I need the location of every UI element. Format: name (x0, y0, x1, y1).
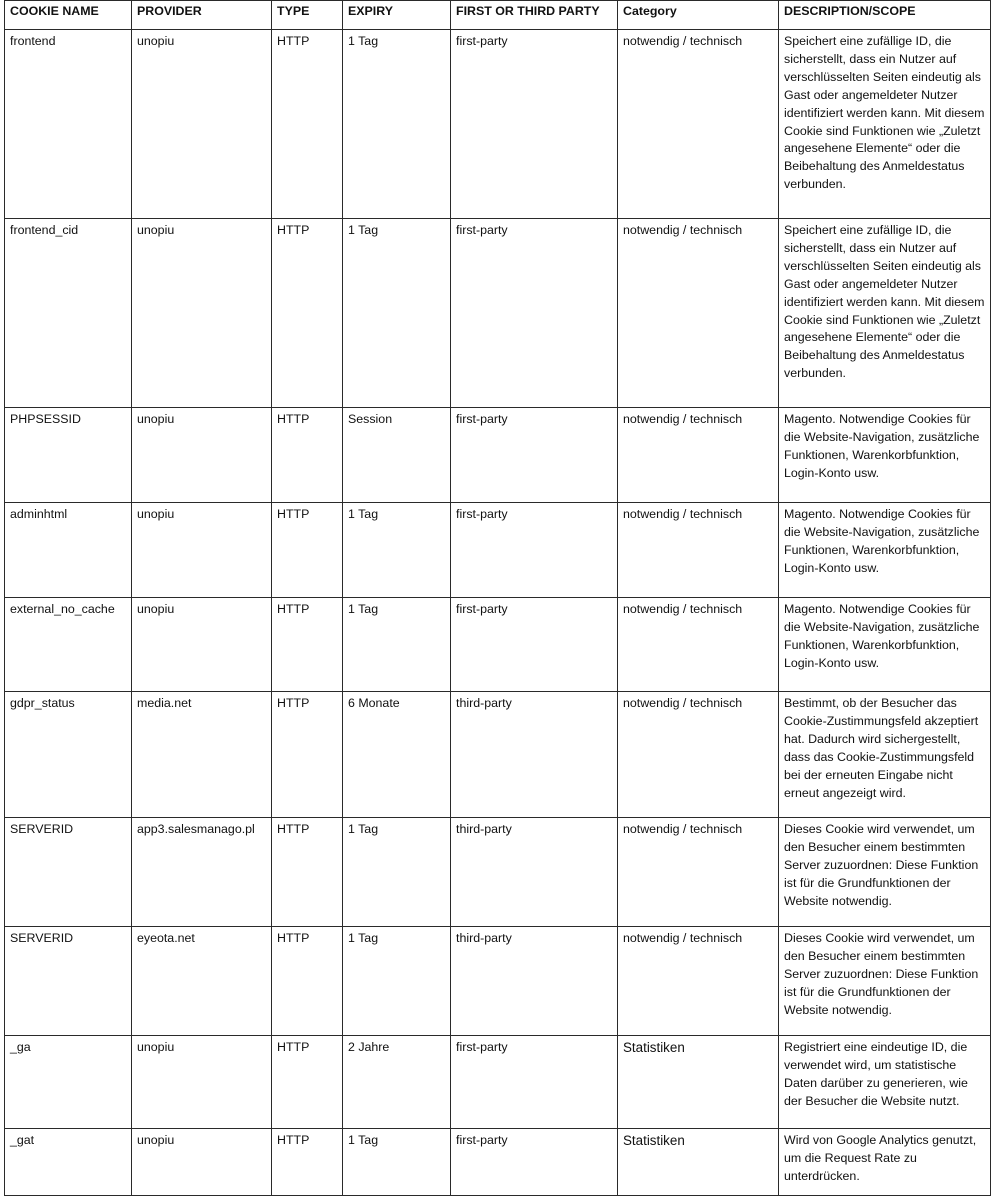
cookie-name-cell: PHPSESSID (5, 408, 132, 503)
type-cell: HTTP (272, 598, 343, 692)
provider-cell: unopiu (132, 219, 272, 408)
party-cell: third-party (451, 818, 618, 927)
category-cell: notwendig / technisch (618, 598, 779, 692)
provider-cell: eyeota.net (132, 927, 272, 1036)
description-cell: Magento. Notwendige Cookies für die Website-Navigation, zusätzliche Funktionen, Warenkorbfunktion, Login-Konto usw. (779, 598, 991, 692)
table-row (5, 503, 991, 598)
party-cell: third-party (451, 692, 618, 818)
party-cell: first-party (451, 408, 618, 503)
category-cell: Statistiken (618, 1129, 779, 1196)
party-cell: first-party (451, 598, 618, 692)
cookie-name-cell: frontend_cid (5, 219, 132, 408)
provider-cell: unopiu (132, 408, 272, 503)
table-row (5, 927, 991, 1036)
cookie-name-cell: _ga (5, 1036, 132, 1129)
party-cell: first-party (451, 219, 618, 408)
expiry-cell: 1 Tag (343, 927, 451, 1036)
expiry-cell: 1 Tag (343, 1129, 451, 1196)
category-cell: notwendig / technisch (618, 927, 779, 1036)
category-cell: Statistiken (618, 1036, 779, 1129)
description-cell: Speichert eine zufällige ID, die sicherstellt, dass ein Nutzer auf verschlüsselten Seiten eindeutig als Gast oder angemeldeter Nutzer identifiziert werden kann. Mit diesem Cookie sind Funktionen wie „Zuletzt angesehene Elemente“ oder die Beibehaltung des Anmeldestatus verbunden. (779, 30, 991, 219)
cookie-name-cell: adminhtml (5, 503, 132, 598)
provider-cell: app3.salesmanago.pl (132, 818, 272, 927)
type-cell: HTTP (272, 692, 343, 818)
table-row (5, 408, 991, 503)
description-cell: Wird von Google Analytics genutzt, um die Request Rate zu unterdrücken. (779, 1129, 991, 1196)
provider-cell: unopiu (132, 598, 272, 692)
expiry-cell: 1 Tag (343, 818, 451, 927)
party-cell: first-party (451, 1036, 618, 1129)
category-cell: notwendig / technisch (618, 408, 779, 503)
expiry-cell: 2 Jahre (343, 1036, 451, 1129)
header-description: DESCRIPTION/SCOPE (779, 1, 991, 30)
type-cell: HTTP (272, 927, 343, 1036)
header-cookie-name: COOKIE NAME (5, 1, 132, 30)
provider-cell: media.net (132, 692, 272, 818)
description-cell: Dieses Cookie wird verwendet, um den Besucher einem bestimmten Server zuzuordnen: Diese Funktion ist für die Grundfunktionen der Website notwendig. (779, 927, 991, 1036)
type-cell: HTTP (272, 30, 343, 219)
expiry-cell: 1 Tag (343, 503, 451, 598)
header-provider: PROVIDER (132, 1, 272, 30)
description-cell: Dieses Cookie wird verwendet, um den Besucher einem bestimmten Server zuzuordnen: Diese Funktion ist für die Grundfunktionen der Website notwendig. (779, 818, 991, 927)
cookie-name-cell: SERVERID (5, 927, 132, 1036)
table-row (5, 30, 991, 219)
header-party: FIRST OR THIRD PARTY (451, 1, 618, 30)
expiry-cell: 1 Tag (343, 598, 451, 692)
description-cell: Magento. Notwendige Cookies für die Website-Navigation, zusätzliche Funktionen, Warenkorbfunktion, Login-Konto usw. (779, 503, 991, 598)
type-cell: HTTP (272, 503, 343, 598)
expiry-cell: 1 Tag (343, 219, 451, 408)
table-row (5, 598, 991, 692)
type-cell: HTTP (272, 1129, 343, 1196)
party-cell: first-party (451, 30, 618, 219)
category-cell: notwendig / technisch (618, 818, 779, 927)
category-cell: notwendig / technisch (618, 219, 779, 408)
provider-cell: unopiu (132, 503, 272, 598)
type-cell: HTTP (272, 408, 343, 503)
party-cell: third-party (451, 927, 618, 1036)
description-cell: Bestimmt, ob der Besucher das Cookie-Zustimmungsfeld akzeptiert hat. Dadurch wird sichergestellt, dass das Cookie-Zustimmungsfeld bei der erneuten Eingabe nicht erneut angezeigt wird. (779, 692, 991, 818)
description-cell: Magento. Notwendige Cookies für die Website-Navigation, zusätzliche Funktionen, Warenkorbfunktion, Login-Konto usw. (779, 408, 991, 503)
table-row (5, 219, 991, 408)
header-category: Category (618, 1, 779, 30)
cookie-table (4, 0, 991, 1196)
expiry-cell: Session (343, 408, 451, 503)
cookie-name-cell: frontend (5, 30, 132, 219)
category-cell: notwendig / technisch (618, 503, 779, 598)
table-row (5, 818, 991, 927)
description-cell: Registriert eine eindeutige ID, die verwendet wird, um statistische Daten darüber zu generieren, wie der Besucher die Website nutzt. (779, 1036, 991, 1129)
cookie-name-cell: _gat (5, 1129, 132, 1196)
header-type: TYPE (272, 1, 343, 30)
party-cell: first-party (451, 503, 618, 598)
type-cell: HTTP (272, 818, 343, 927)
table-row (5, 692, 991, 818)
provider-cell: unopiu (132, 1129, 272, 1196)
cookie-name-cell: gdpr_status (5, 692, 132, 818)
expiry-cell: 6 Monate (343, 692, 451, 818)
provider-cell: unopiu (132, 1036, 272, 1129)
cookie-name-cell: SERVERID (5, 818, 132, 927)
cookie-name-cell: external_no_cache (5, 598, 132, 692)
expiry-cell: 1 Tag (343, 30, 451, 219)
header-expiry: EXPIRY (343, 1, 451, 30)
table-row (5, 1129, 991, 1196)
party-cell: first-party (451, 1129, 618, 1196)
category-cell: notwendig / technisch (618, 692, 779, 818)
category-cell: notwendig / technisch (618, 30, 779, 219)
type-cell: HTTP (272, 1036, 343, 1129)
description-cell: Speichert eine zufällige ID, die sicherstellt, dass ein Nutzer auf verschlüsselten Seiten eindeutig als Gast oder angemeldeter Nutzer identifiziert werden kann. Mit diesem Cookie sind Funktionen wie „Zuletzt angesehene Elemente“ oder die Beibehaltung des Anmeldestatus verbunden. (779, 219, 991, 408)
table-row (5, 1036, 991, 1129)
provider-cell: unopiu (132, 30, 272, 219)
header-row (5, 1, 991, 30)
type-cell: HTTP (272, 219, 343, 408)
